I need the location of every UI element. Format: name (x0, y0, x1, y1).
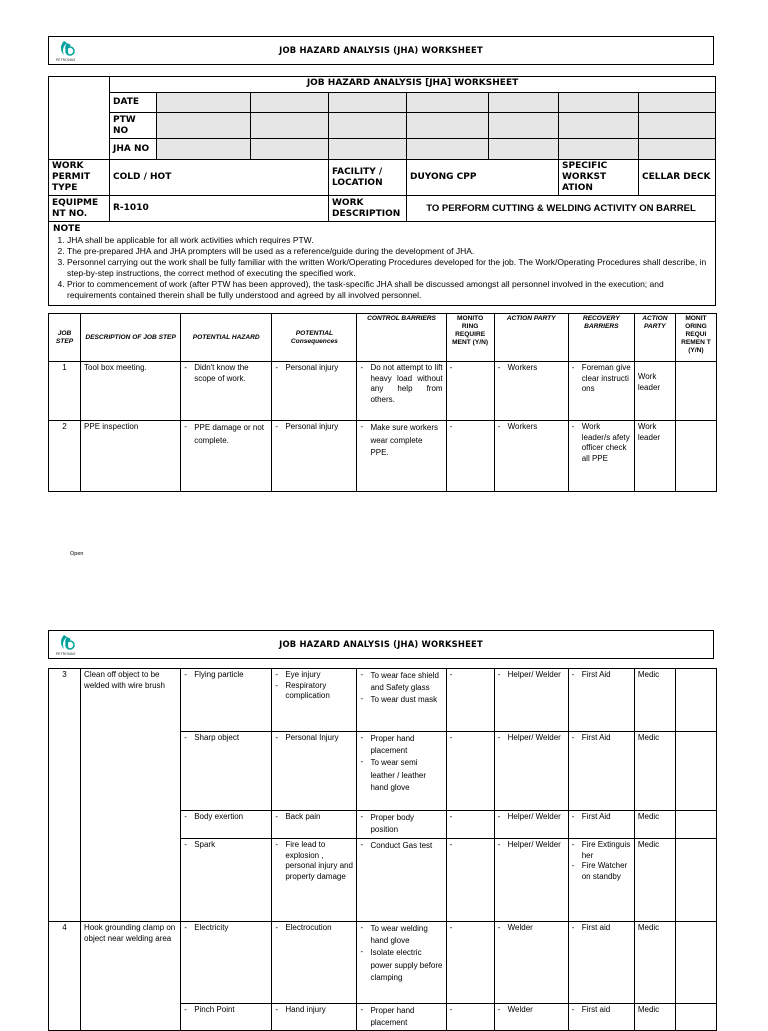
job-step-description: PPE inspection (81, 421, 181, 492)
hazard-text: Electricity (194, 923, 229, 932)
date-label: DATE (110, 93, 157, 113)
recovery-text: Work leader/s afety officer check all PPE (581, 422, 630, 463)
date-field[interactable] (559, 93, 639, 113)
job-step-number: 2 (49, 421, 81, 492)
control-text: To wear face shield and Safety glass (370, 671, 439, 693)
monitoring-2-value (675, 732, 716, 811)
table-row: 4 Hook grounding clamp on object near welding area - Electricity - Electrocution - To wear welding hand glove - Isolate electric power supply before clamping - - Welder - First aid Medic (49, 922, 717, 1004)
hazard-text: Body exertion (194, 812, 244, 821)
monitoring-2-value (675, 669, 716, 732)
action-party-2-text: Medic (634, 732, 675, 811)
facility-label: FACILITY / LOCATION (329, 160, 407, 196)
monitoring-value: - (446, 839, 494, 922)
consequence-text: Personal injury (285, 422, 339, 431)
jha-field[interactable] (639, 139, 716, 160)
action-party-text: Workers (507, 363, 538, 372)
note-item: 1. JHA shall be applicable for all work activities which requires PTW. (67, 235, 711, 246)
blank-cell (49, 77, 110, 160)
jha-field[interactable] (251, 139, 329, 160)
action-party-text: Helper/ Welder (507, 840, 561, 849)
job-step-description: Tool box meeting. (81, 362, 181, 421)
jha-field[interactable] (157, 139, 251, 160)
specific-workstation-value[interactable]: CELLAR DECK (639, 160, 716, 196)
recovery-text: Fire Extinguis her (581, 840, 631, 860)
hazard-text: Flying particle (194, 670, 244, 679)
monitoring-2-value (675, 811, 716, 839)
form-title: JOB HAZARD ANALYSIS [JHA] WORKSHEET (110, 77, 716, 93)
action-party-2-text: Medic (634, 811, 675, 839)
hazard-text: Spark (194, 840, 216, 849)
action-party-text: Helper/ Welder (507, 670, 561, 679)
col-recovery: RECOVERY BARRIERS (568, 314, 634, 362)
date-field[interactable] (639, 93, 716, 113)
date-field[interactable] (251, 93, 329, 113)
job-step-number: 4 (49, 922, 81, 1031)
work-description-label: WORK DESCRIPTION (329, 196, 407, 222)
hazard-text: Pinch Point (194, 1005, 235, 1014)
ptw-field[interactable] (157, 113, 251, 139)
footer-text: Open (70, 551, 84, 557)
consequence-text: Eye injury (285, 670, 321, 679)
col-control: CONTROL BARRIERS (357, 314, 446, 362)
hazard-text: PPE damage or not complete. (194, 423, 265, 445)
facility-value[interactable]: DUYONG CPP (407, 160, 559, 196)
consequence-text: Electrocution (285, 923, 332, 932)
equipment-label: EQUIPME NT NO. (49, 196, 110, 222)
control-text: Proper body position (370, 813, 415, 835)
page-title: JOB HAZARD ANALYSIS (JHA) WORKSHEET (279, 45, 483, 55)
col-action-party: ACTION PARTY (494, 314, 568, 362)
control-text: Proper hand placement (370, 734, 415, 756)
monitoring-value: - (446, 669, 494, 732)
job-step-description: Hook grounding clamp on object near welding area (81, 922, 181, 1031)
date-field[interactable] (329, 93, 407, 113)
consequence-text: Hand injury (285, 1005, 326, 1014)
consequence-text: Fire lead to explosion , personal injury and property damage (285, 840, 353, 881)
action-party-2-text: Medic (634, 839, 675, 922)
note-item: 3. Personnel carrying out the work shall be fully familiar with the written Work/Operating Procedures developed for the job. The Work/Operating Procedures shall describe, in step-by-step instructions, the correct method of executing the specified work. (67, 257, 711, 279)
table-row: 1 Tool box meeting. - Didn't know the scope of work. - Personal injury - Do not attempt to lift heavy load without any help from others. - - Workers - Foreman give clear instructi ons Work leader (49, 362, 717, 421)
table-row: 3 Clean off object to be welded with wire brush - Flying particle - Eye injury - Respiratory complication - To wear face shield and Safety glass - To wear dust mask - - Helper/ Welder - First Aid Medic (49, 669, 717, 732)
table-row: 2 PPE inspection - PPE damage or not complete. - Personal injury - Make sure workers wear complete PPE. - - Workers - Work leader/s afety officer check all PPE Work leader (49, 421, 717, 492)
consequence-text: Back pain (285, 812, 321, 821)
action-party-text: Helper/ Welder (507, 812, 561, 821)
recovery-text: First Aid (581, 812, 611, 821)
hazard-table (48, 313, 717, 492)
jha-field[interactable] (407, 139, 489, 160)
col-consequences: POTENTIAL Consequences (272, 314, 357, 362)
jha-field[interactable] (559, 139, 639, 160)
action-party-2-text: Work leader (634, 421, 675, 492)
recovery-text: Fire Watcher on standby (581, 861, 628, 881)
table-row: - Pinch Point - Hand injury - Proper hand placement - - Welder - First aid Medic (49, 1004, 717, 1031)
table-row: - Spark - Fire lead to explosion , personal injury and property damage - Conduct Gas test - - Helper/ Welder - Fire Extinguis her - Fire Watcher on standby Medic (49, 839, 717, 922)
specific-workstation-label: SPECIFIC WORKST ATION (559, 160, 639, 196)
monitoring-2-value (675, 362, 716, 421)
equipment-value[interactable]: R-1010 (110, 196, 329, 222)
note-item: 2. The pre-prepared JHA and JHA prompters will be used as a reference/guide during the development of JHA. (67, 246, 711, 257)
action-party-text: Welder (507, 1005, 533, 1014)
col-description: DESCRIPTION OF JOB STEP (81, 314, 181, 362)
page-title: JOB HAZARD ANALYSIS (JHA) WORKSHEET (279, 639, 483, 649)
note-section (49, 222, 716, 306)
consequence-text: Respiratory complication (285, 680, 330, 700)
ptw-field[interactable] (251, 113, 329, 139)
monitoring-value: - (446, 732, 494, 811)
monitoring-value: - (446, 922, 494, 1004)
action-party-2-text: Medic (634, 922, 675, 1004)
date-field[interactable] (157, 93, 251, 113)
jha-label: JHA NO (110, 139, 157, 160)
control-text: Do not attempt to lift heavy load without any help from others. (370, 363, 443, 404)
monitoring-2-value (675, 421, 716, 492)
recovery-text: First Aid (581, 670, 611, 679)
table-row: - Body exertion - Back pain - Proper body position - - Helper/ Welder - First Aid Medic (49, 811, 717, 839)
note-list (53, 235, 711, 301)
job-step-description: Clean off object to be welded with wire brush (81, 669, 181, 922)
hazard-text: Sharp object (194, 733, 240, 742)
recovery-text: Foreman give clear instructi ons (581, 363, 631, 393)
consequence-text: Personal injury (285, 363, 339, 372)
work-description-value[interactable]: TO PERFORM CUTTING & WELDING ACTIVITY ON BARREL (407, 196, 716, 222)
note-title: NOTE (53, 224, 81, 234)
svg-text:PETRONAS: PETRONAS (56, 58, 76, 62)
monitoring-2-value (675, 839, 716, 922)
action-party-2-text: Work leader (634, 362, 675, 421)
monitoring-value: - (446, 362, 494, 421)
monitoring-value: - (446, 421, 494, 492)
control-text: To wear welding hand glove (370, 924, 428, 946)
jha-field[interactable] (329, 139, 407, 160)
col-job-step: JOB STEP (49, 314, 81, 362)
date-field[interactable] (489, 93, 559, 113)
recovery-text: First aid (581, 923, 611, 932)
col-monitoring-2: MONIT ORING REQUI REMEN T (Y/N) (675, 314, 716, 362)
action-party-text: Workers (507, 422, 538, 431)
recovery-text: First aid (581, 1005, 611, 1014)
control-text: Proper hand placement (370, 1006, 415, 1028)
col-monitoring: MONITO RING REQUIRE MENT (Y/N) (446, 314, 494, 362)
monitoring-2-value (675, 1004, 716, 1031)
note-item: 4. Prior to commencement of work (after PTW has been approved), the task-specific JHA shall be discussed amongst all personnel involved in the execution; and requirements contained therein shall be fully understood and agreed by all involved personnel. (67, 279, 711, 301)
monitoring-value: - (446, 1004, 494, 1031)
jha-field[interactable] (489, 139, 559, 160)
jha-form-table (48, 76, 716, 306)
action-party-text: Helper/ Welder (507, 733, 561, 742)
ptw-field[interactable] (407, 113, 489, 139)
hazard-text: Didn't know the scope of work. (194, 363, 249, 383)
monitoring-2-value (675, 922, 716, 1004)
control-text: Isolate electric power supply before clamping (370, 948, 443, 982)
action-party-2-text: Medic (634, 1004, 675, 1031)
ptw-label: PTW NO (110, 113, 157, 139)
page1-header (48, 36, 714, 65)
col-hazard: POTENTIAL HAZARD (181, 314, 272, 362)
hazard-table-page2 (48, 668, 717, 1031)
control-text: To wear semi leather / leather hand glove (370, 758, 427, 792)
action-party-text: Welder (507, 923, 533, 932)
control-text: To wear dust mask (370, 695, 438, 705)
col-action-party-2: ACTION PARTY (634, 314, 675, 362)
date-field[interactable] (407, 93, 489, 113)
control-text: Conduct Gas test (370, 841, 433, 850)
svg-text:PETRONAS: PETRONAS (56, 652, 76, 656)
work-permit-type-value[interactable]: COLD / HOT (110, 160, 329, 196)
monitoring-value: - (446, 811, 494, 839)
ptw-field[interactable] (639, 113, 716, 139)
ptw-field[interactable] (489, 113, 559, 139)
action-party-2-text: Medic (634, 669, 675, 732)
job-step-number: 1 (49, 362, 81, 421)
consequence-text: Personal Injury (285, 733, 339, 742)
table-row: - Sharp object - Personal Injury - Proper hand placement - To wear semi leather / leather hand glove - - Helper/ Welder - First Aid Medic (49, 732, 717, 811)
ptw-field[interactable] (329, 113, 407, 139)
recovery-text: First Aid (581, 733, 611, 742)
page2-header (48, 630, 714, 659)
job-step-number: 3 (49, 669, 81, 922)
work-permit-type-label: WORK PERMIT TYPE (49, 160, 110, 196)
control-text: Make sure workers wear complete PPE. (370, 423, 439, 457)
ptw-field[interactable] (559, 113, 639, 139)
